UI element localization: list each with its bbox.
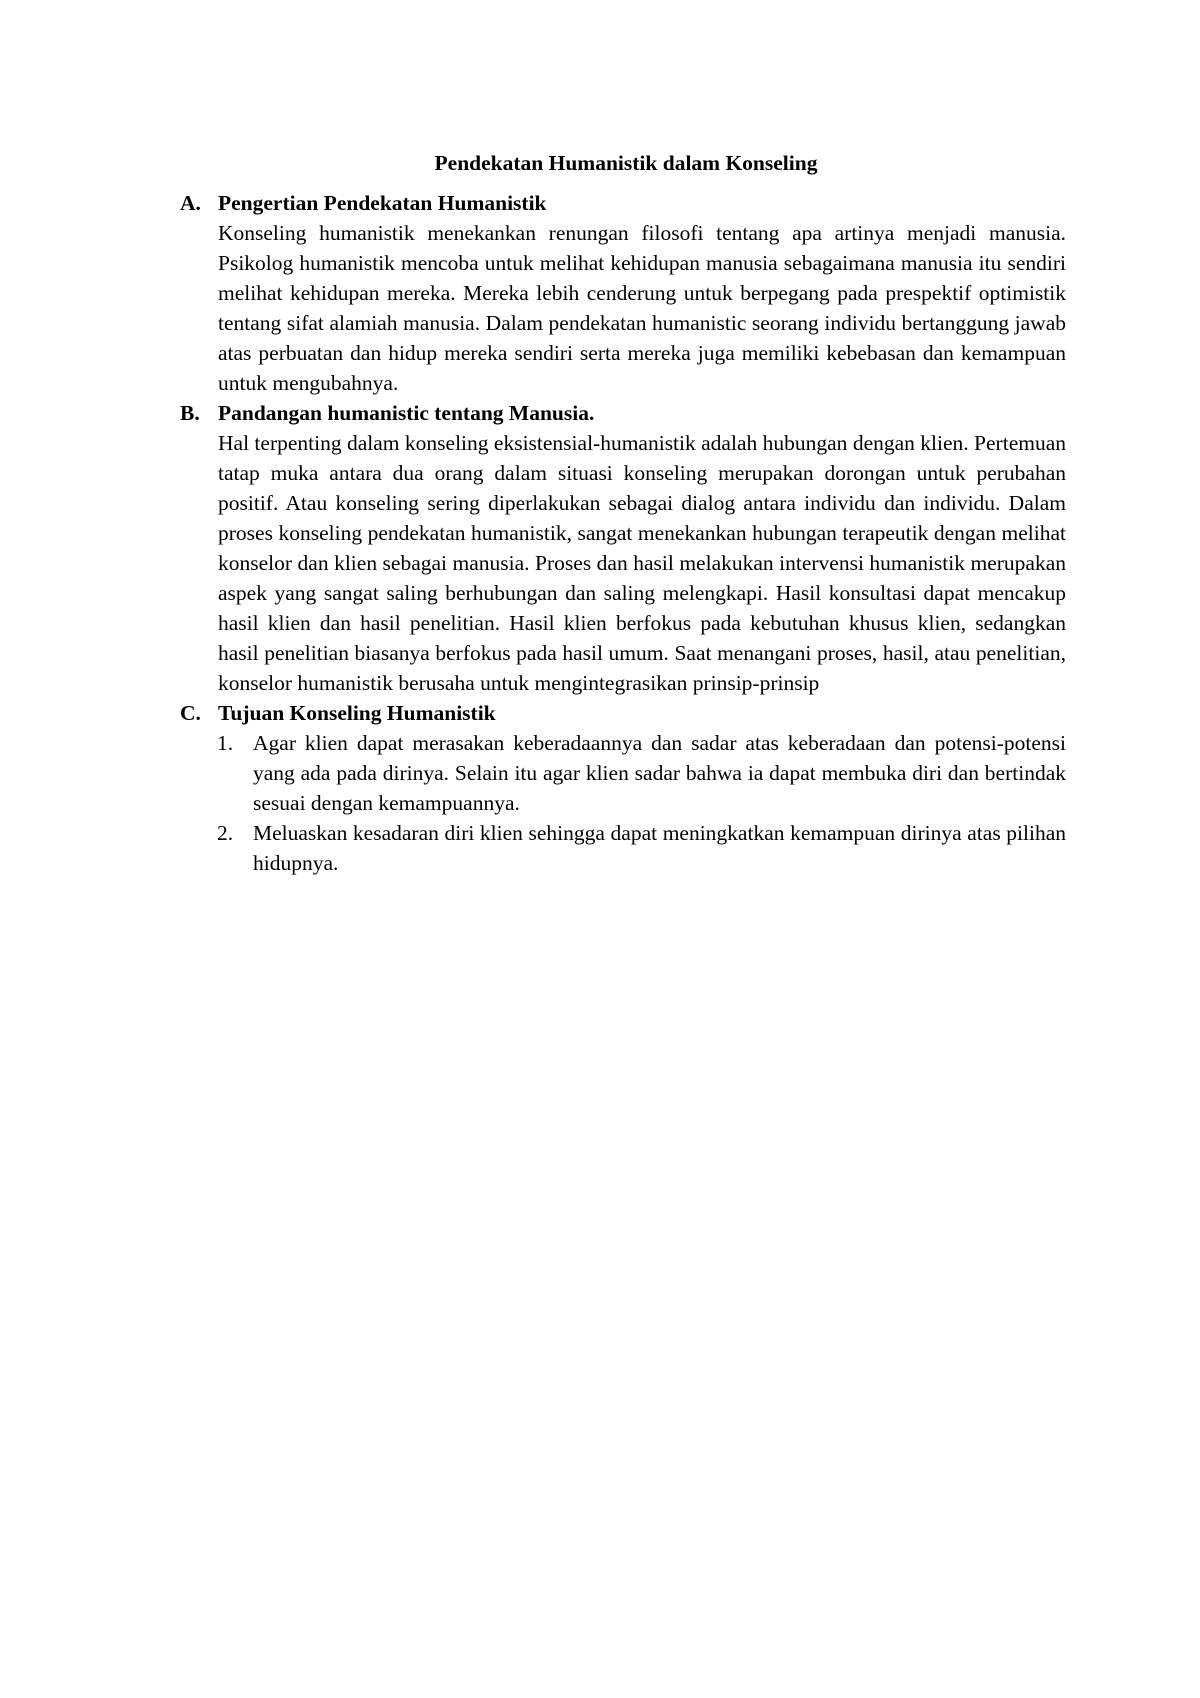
list-item-number: 2. [217, 821, 234, 845]
document-content [180, 148, 1066, 878]
list-item [180, 728, 1066, 818]
section-a-letter: A. [180, 191, 201, 215]
list-item-text: Agar klien dapat merasakan keberadaannya dan sadar atas keberadaan dan potensi-potensi yang ada pada dirinya. Selain itu agar klien sadar bahwa ia dapat membuka diri dan bertindak sesuai dengan kemampuannya. [253, 731, 1066, 815]
list-item-text: Meluaskan kesadaran diri klien sehingga dapat meningkatkan kemampuan dirinya atas pilihan hidupnya. [253, 821, 1066, 875]
section-a-body: Konseling humanistik menekankan renungan filosofi tentang apa artinya menjadi manusia. Psikolog humanistik mencoba untuk melihat kehidupan manusia sebagaimana manusia itu sendiri melihat kehidupan mereka. Mereka lebih cenderung untuk berpegang pada prespektif optimistik tentang sifat alamiah manusia. Dalam pendekatan humanistic seorang individu bertanggung jawab atas perbuatan dan hidup mereka sendiri serta mereka juga memiliki kebebasan dan kemampuan untuk mengubahnya. [218, 221, 1066, 395]
section-c-heading: Tujuan Konseling Humanistik [218, 701, 496, 725]
section-b-body: Hal terpenting dalam konseling eksistensial-humanistik adalah hubungan dengan klien. Pertemuan tatap muka antara dua orang dalam situasi konseling merupakan dorongan untuk perubahan positif. Atau konseling sering diperlakukan sebagai dialog antara individu dan individu. Dalam proses konseling pendekatan humanistik, sangat menekankan hubungan terapeutik dengan melihat konselor dan klien sebagai manusia. Proses dan hasil melakukan intervensi humanistik merupakan aspek yang sangat saling berhubungan dan saling melengkapi. Hasil konsultasi dapat mencakup hasil klien dan hasil penelitian. Hasil klien berfokus pada kebutuhan khusus klien, sedangkan hasil penelitian biasanya berfokus pada hasil umum. Saat menangani proses, hasil, atau penelitian, konselor humanistik berusaha untuk mengintegrasikan prinsip-prinsip [218, 431, 1066, 695]
section-c-list [180, 728, 1066, 878]
document-title: Pendekatan Humanistik dalam Konseling [434, 151, 818, 175]
section-b-heading: Pandangan humanistic tentang Manusia. [218, 401, 595, 425]
section-b [180, 398, 1066, 698]
list-item-number: 1. [217, 731, 234, 755]
section-c-letter: C. [180, 701, 201, 725]
section-a [180, 188, 1066, 398]
section-b-letter: B. [180, 401, 200, 425]
section-a-heading: Pengertian Pendekatan Humanistik [218, 191, 547, 215]
list-item [180, 818, 1066, 878]
section-c [180, 698, 1066, 728]
